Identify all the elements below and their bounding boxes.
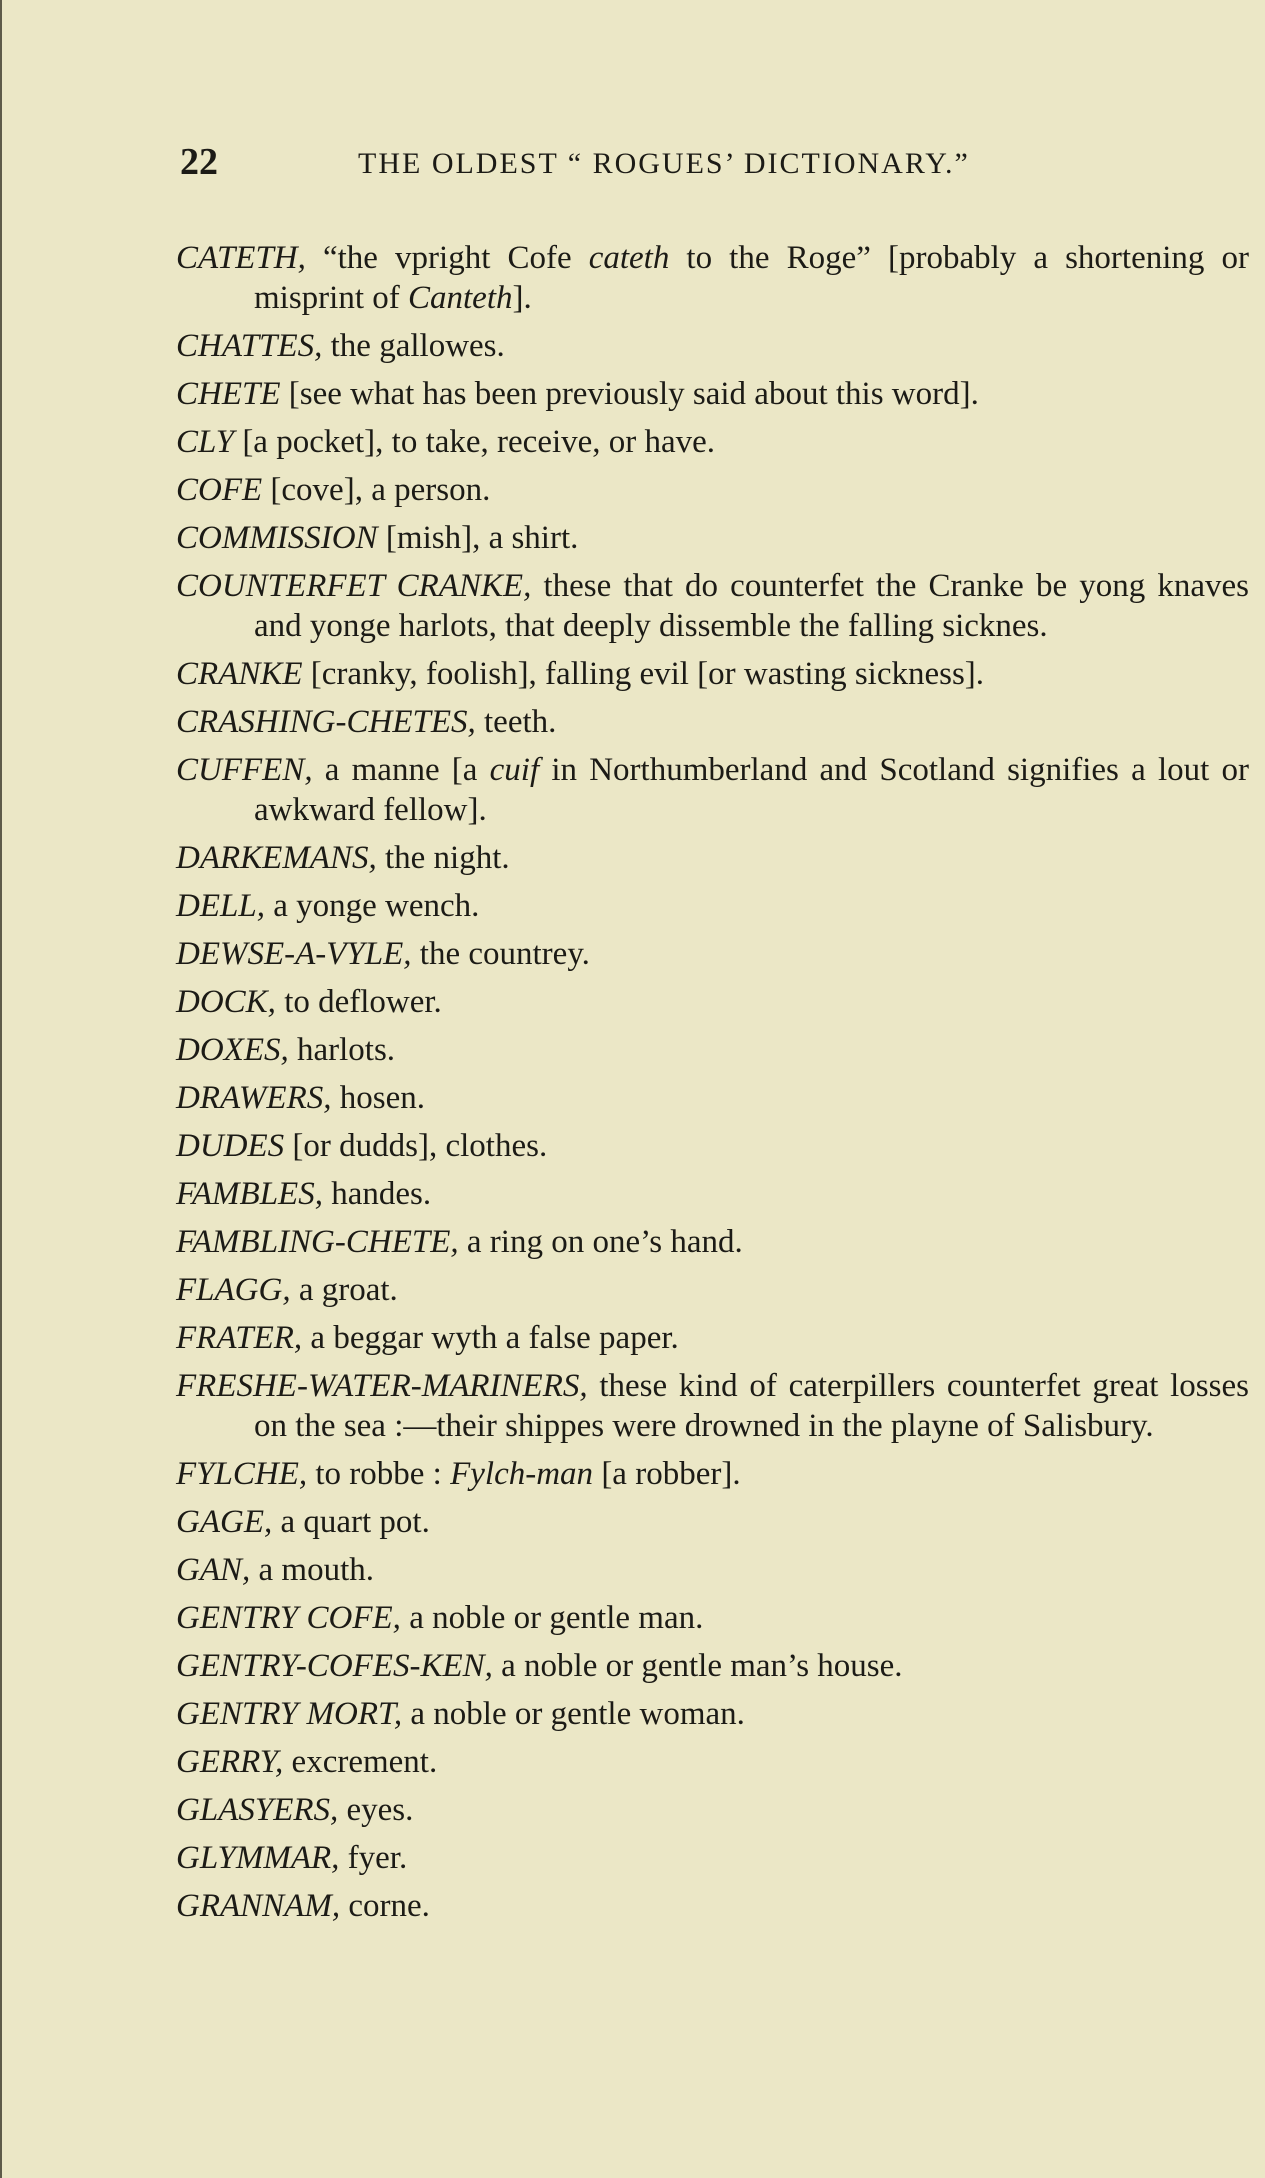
dictionary-entry — [176, 934, 1249, 974]
dictionary-entry — [176, 654, 1249, 694]
dictionary-entry — [176, 566, 1249, 646]
running-title: THE OLDEST “ ROGUES’ DICTIONARY.” — [358, 147, 970, 180]
entry-headword: COFE — [176, 472, 263, 508]
dictionary-entry — [176, 1078, 1249, 1118]
dictionary-entry — [176, 1742, 1249, 1782]
entry-definition: a groat. — [290, 1272, 398, 1308]
dictionary-entry — [176, 1222, 1249, 1262]
dictionary-entry — [176, 702, 1249, 742]
dictionary-entry — [176, 1838, 1249, 1878]
entry-definition: these that do counterfet the Cranke be yong knaves and yonge harlots, that deeply dissemble the falling sicknes. — [254, 568, 1250, 644]
entry-definition: to deflower. — [275, 984, 442, 1020]
dictionary-entry — [176, 374, 1249, 414]
entry-headword: CLY — [176, 424, 235, 460]
entry-definition: hosen. — [331, 1080, 425, 1116]
entry-definition-rest: in Northumberland and Scotland signifies a lout or awkward fellow]. — [254, 752, 1249, 828]
entry-definition-rest: [a robber]. — [593, 1456, 741, 1492]
entry-italic-term: Canteth — [408, 280, 513, 316]
entry-italic-term: cuif — [489, 752, 540, 788]
entry-italic-term: Fylch-man — [450, 1456, 594, 1492]
entry-definition: [see what has been previously said about this word]. — [280, 376, 979, 412]
entry-definition: [cranky, foolish], falling evil [or wasting sickness]. — [302, 656, 985, 692]
entry-headword: FAMBLES, — [176, 1176, 323, 1212]
entry-definition: corne. — [340, 1888, 430, 1924]
entry-definition: fyer. — [339, 1840, 408, 1876]
dictionary-entry — [176, 1270, 1249, 1310]
dictionary-entry — [176, 1598, 1249, 1638]
entry-headword: GLYMMAR, — [176, 1840, 340, 1876]
entry-definition: [or dudds], clothes. — [284, 1128, 548, 1164]
entry-definition: teeth. — [475, 704, 557, 740]
entry-headword: DEWSE-A-VYLE, — [176, 936, 412, 972]
dictionary-entries — [176, 238, 1249, 1934]
dictionary-entry — [176, 1886, 1249, 1926]
entry-headword: CATETH, — [176, 240, 306, 276]
entry-headword: CRANKE — [176, 656, 303, 692]
dictionary-entry — [176, 1366, 1249, 1446]
entry-headword: GAN, — [176, 1552, 251, 1588]
dictionary-entry — [176, 750, 1249, 830]
page-edge — [0, 0, 2, 2178]
entry-definition-rest: to the Roge” [probably a shortening or misprint of — [254, 240, 1249, 316]
dictionary-entry — [176, 886, 1249, 926]
entry-definition: a beggar wyth a false paper. — [302, 1320, 679, 1356]
entry-headword: CHATTES, — [176, 328, 323, 364]
entry-headword: CUFFEN, — [176, 752, 313, 788]
dictionary-entry — [176, 470, 1249, 510]
dictionary-entry — [176, 238, 1249, 318]
dictionary-entry — [176, 838, 1249, 878]
entry-definition: [cove], a person. — [262, 472, 491, 508]
entry-definition: the gallowes. — [322, 328, 505, 364]
entry-definition: the night. — [376, 840, 510, 876]
dictionary-entry — [176, 1502, 1249, 1542]
entry-headword: COMMISSION — [176, 520, 378, 556]
page-header — [180, 134, 1230, 194]
dictionary-entry — [176, 1790, 1249, 1830]
entry-headword: DUDES — [176, 1128, 285, 1164]
entry-definition: a yonge wench. — [264, 888, 480, 924]
entry-definition: eyes. — [338, 1792, 414, 1828]
entry-headword: DARKEMANS, — [176, 840, 377, 876]
entry-headword: GENTRY MORT, — [176, 1696, 403, 1732]
entry-italic-term: cateth — [588, 240, 670, 276]
entry-headword: FYLCHE, — [176, 1456, 308, 1492]
entry-definition: a quart pot. — [272, 1504, 430, 1540]
entry-headword: GENTRY-COFES-KEN, — [176, 1648, 493, 1684]
entry-definition: “the vpright Cofe — [305, 240, 589, 276]
dictionary-entry — [176, 1646, 1249, 1686]
entry-headword: FAMBLING-CHETE, — [176, 1224, 459, 1260]
entry-definition: handes. — [322, 1176, 432, 1212]
entry-headword: GLASYERS, — [176, 1792, 339, 1828]
entry-headword: DELL, — [176, 888, 265, 924]
dictionary-entry — [176, 518, 1249, 558]
entry-definition: a noble or gentle man. — [400, 1600, 704, 1636]
dictionary-entry — [176, 422, 1249, 462]
entry-headword: FRESHE-WATER-MARINERS, — [176, 1368, 588, 1404]
entry-definition-rest: ]. — [512, 280, 532, 316]
dictionary-entry — [176, 326, 1249, 366]
entry-definition: the countrey. — [411, 936, 590, 972]
entry-headword: FRATER, — [176, 1320, 303, 1356]
dictionary-entry — [176, 1550, 1249, 1590]
entry-headword: DOCK, — [176, 984, 276, 1020]
entry-definition: to robbe : — [307, 1456, 451, 1492]
entry-headword: FLAGG, — [176, 1272, 291, 1308]
entry-definition: these kind of caterpillers counterfet great losses on the sea :—their shippes were drowned in the playne of Salisbury. — [254, 1368, 1249, 1444]
entry-definition: a noble or gentle man’s house. — [492, 1648, 903, 1684]
entry-definition: a ring on one’s hand. — [458, 1224, 743, 1260]
entry-definition: a manne [a — [312, 752, 490, 788]
dictionary-entry — [176, 1318, 1249, 1358]
dictionary-entry — [176, 1454, 1249, 1494]
dictionary-entry — [176, 1030, 1249, 1070]
entry-definition: excrement. — [283, 1744, 438, 1780]
entry-headword: GAGE, — [176, 1504, 273, 1540]
entry-headword: GRANNAM, — [176, 1888, 341, 1924]
entry-headword: CHETE — [176, 376, 281, 412]
dictionary-entry — [176, 1694, 1249, 1734]
entry-definition: a mouth. — [250, 1552, 374, 1588]
entry-headword: DRAWERS, — [176, 1080, 332, 1116]
entry-definition: a noble or gentle woman. — [402, 1696, 745, 1732]
entry-headword: DOXES, — [176, 1032, 289, 1068]
entry-headword: CRASHING-CHETES, — [176, 704, 476, 740]
entry-headword: COUNTERFET CRANKE, — [176, 568, 532, 604]
dictionary-entry — [176, 982, 1249, 1022]
entry-headword: GENTRY COFE, — [176, 1600, 401, 1636]
page-number: 22 — [180, 141, 218, 183]
entry-definition: [mish], a shirt. — [377, 520, 579, 556]
entry-definition: [a pocket], to take, receive, or have. — [234, 424, 716, 460]
entry-headword: GERRY, — [176, 1744, 284, 1780]
entry-definition: harlots. — [288, 1032, 396, 1068]
dictionary-entry — [176, 1174, 1249, 1214]
dictionary-entry — [176, 1126, 1249, 1166]
